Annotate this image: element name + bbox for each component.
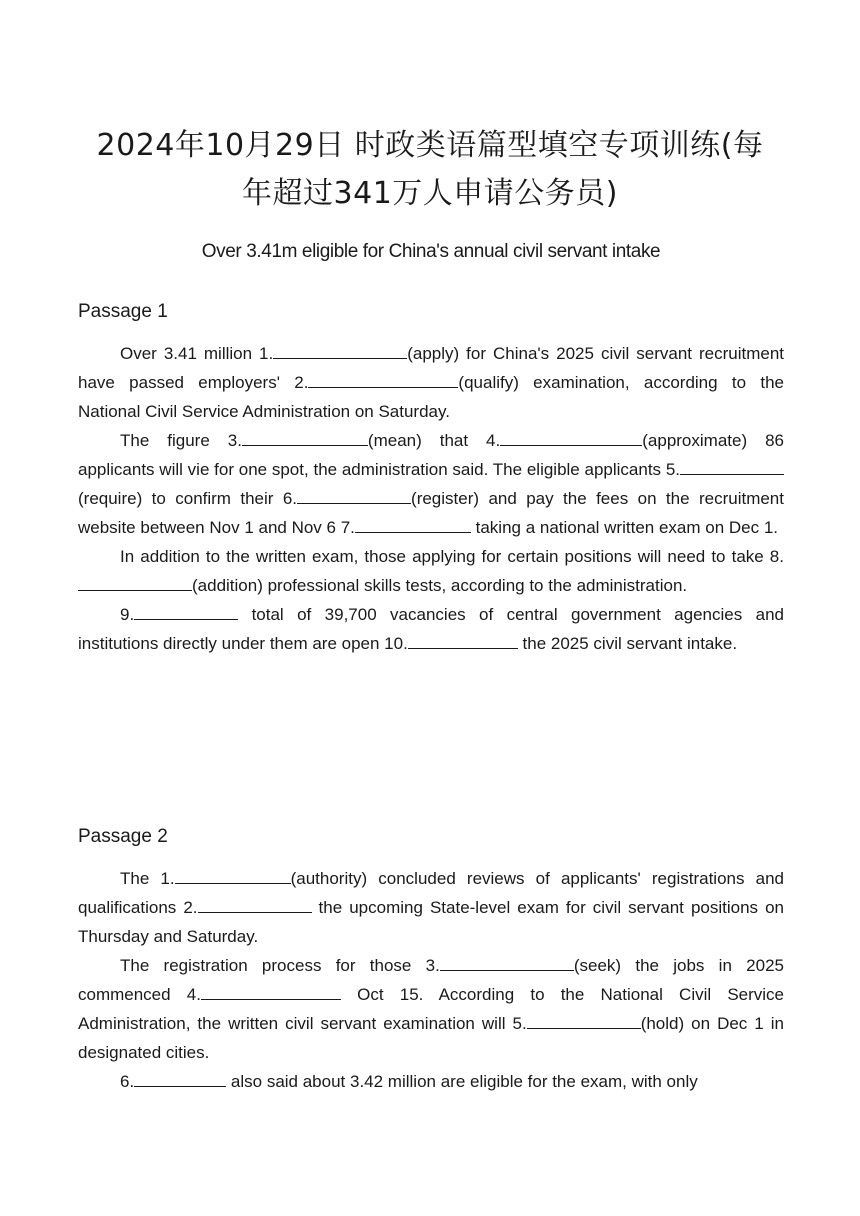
answer-blank-p2-5[interactable] — [527, 1011, 641, 1029]
passage-2-paragraph-3: 6. also said about 3.42 million are eligible for the exam, with only — [78, 1067, 784, 1096]
answer-blank-p2-1[interactable] — [175, 866, 291, 884]
passage-2-paragraph-2: The registration process for those 3. (seek) the jobs in 2025 commenced 4. Oct 15. According to the National Civil Service Administration, the written civil servant examination will 5. (hold) on Dec 1 in designated cities. — [78, 951, 784, 1067]
answer-blank-p2-2[interactable] — [198, 895, 312, 913]
answer-blank-3[interactable] — [242, 428, 368, 446]
article-subtitle: Over 3.41m eligible for China's annual civil servant intake — [201, 241, 661, 262]
answer-blank-8[interactable] — [78, 573, 192, 591]
passage-1-body — [78, 339, 784, 658]
answer-blank-p2-4[interactable] — [201, 982, 341, 1000]
answer-blank-1[interactable] — [273, 341, 407, 359]
title-line-2: 年超过341万人申请公务员) — [242, 176, 618, 211]
answer-blank-4[interactable] — [500, 428, 642, 446]
passage-1-paragraph-1: Over 3.41 million 1. (apply) for China's 2025 civil servant recruitment have passed employers' 2. (qualify) examination, according to the National Civil Service Administration on Saturday. — [78, 339, 784, 426]
answer-blank-10[interactable] — [408, 631, 518, 649]
passage-2-paragraph-1: The 1. (authority) concluded reviews of applicants' registrations and qualifications 2. the upcoming State-level exam for civil servant positions on Thursday and Saturday. — [78, 864, 784, 951]
passage-2-heading: Passage 2 — [78, 826, 168, 847]
answer-blank-2[interactable] — [308, 370, 458, 388]
passage-2-body — [78, 864, 784, 1096]
page-title — [70, 122, 790, 218]
title-line-1: 2024年10月29日 时政类语篇型填空专项训练(每 — [96, 128, 764, 163]
answer-blank-6[interactable] — [297, 486, 411, 504]
passage-1-paragraph-4: 9. total of 39,700 vacancies of central government agencies and institutions directly under them are open 10. the 2025 civil servant intake. — [78, 600, 784, 658]
passage-1-heading: Passage 1 — [78, 301, 168, 322]
answer-blank-9[interactable] — [134, 602, 238, 620]
answer-blank-5[interactable] — [680, 457, 784, 475]
answer-blank-7[interactable] — [355, 515, 471, 533]
passage-1-paragraph-2: The figure 3. (mean) that 4. (approximate) 86 applicants will vie for one spot, the administration said. The eligible applicants 5.(require) to confirm their 6. (register) and pay the fees on the recruitment website between Nov 1 and Nov 6 7. taking a national written exam on Dec 1. — [78, 426, 784, 542]
answer-blank-p2-3[interactable] — [440, 953, 574, 971]
passage-1-paragraph-3: In addition to the written exam, those applying for certain positions will need to take 8.(addition) professional skills tests, according to the administration. — [78, 542, 784, 600]
answer-blank-p2-6[interactable] — [134, 1069, 226, 1087]
